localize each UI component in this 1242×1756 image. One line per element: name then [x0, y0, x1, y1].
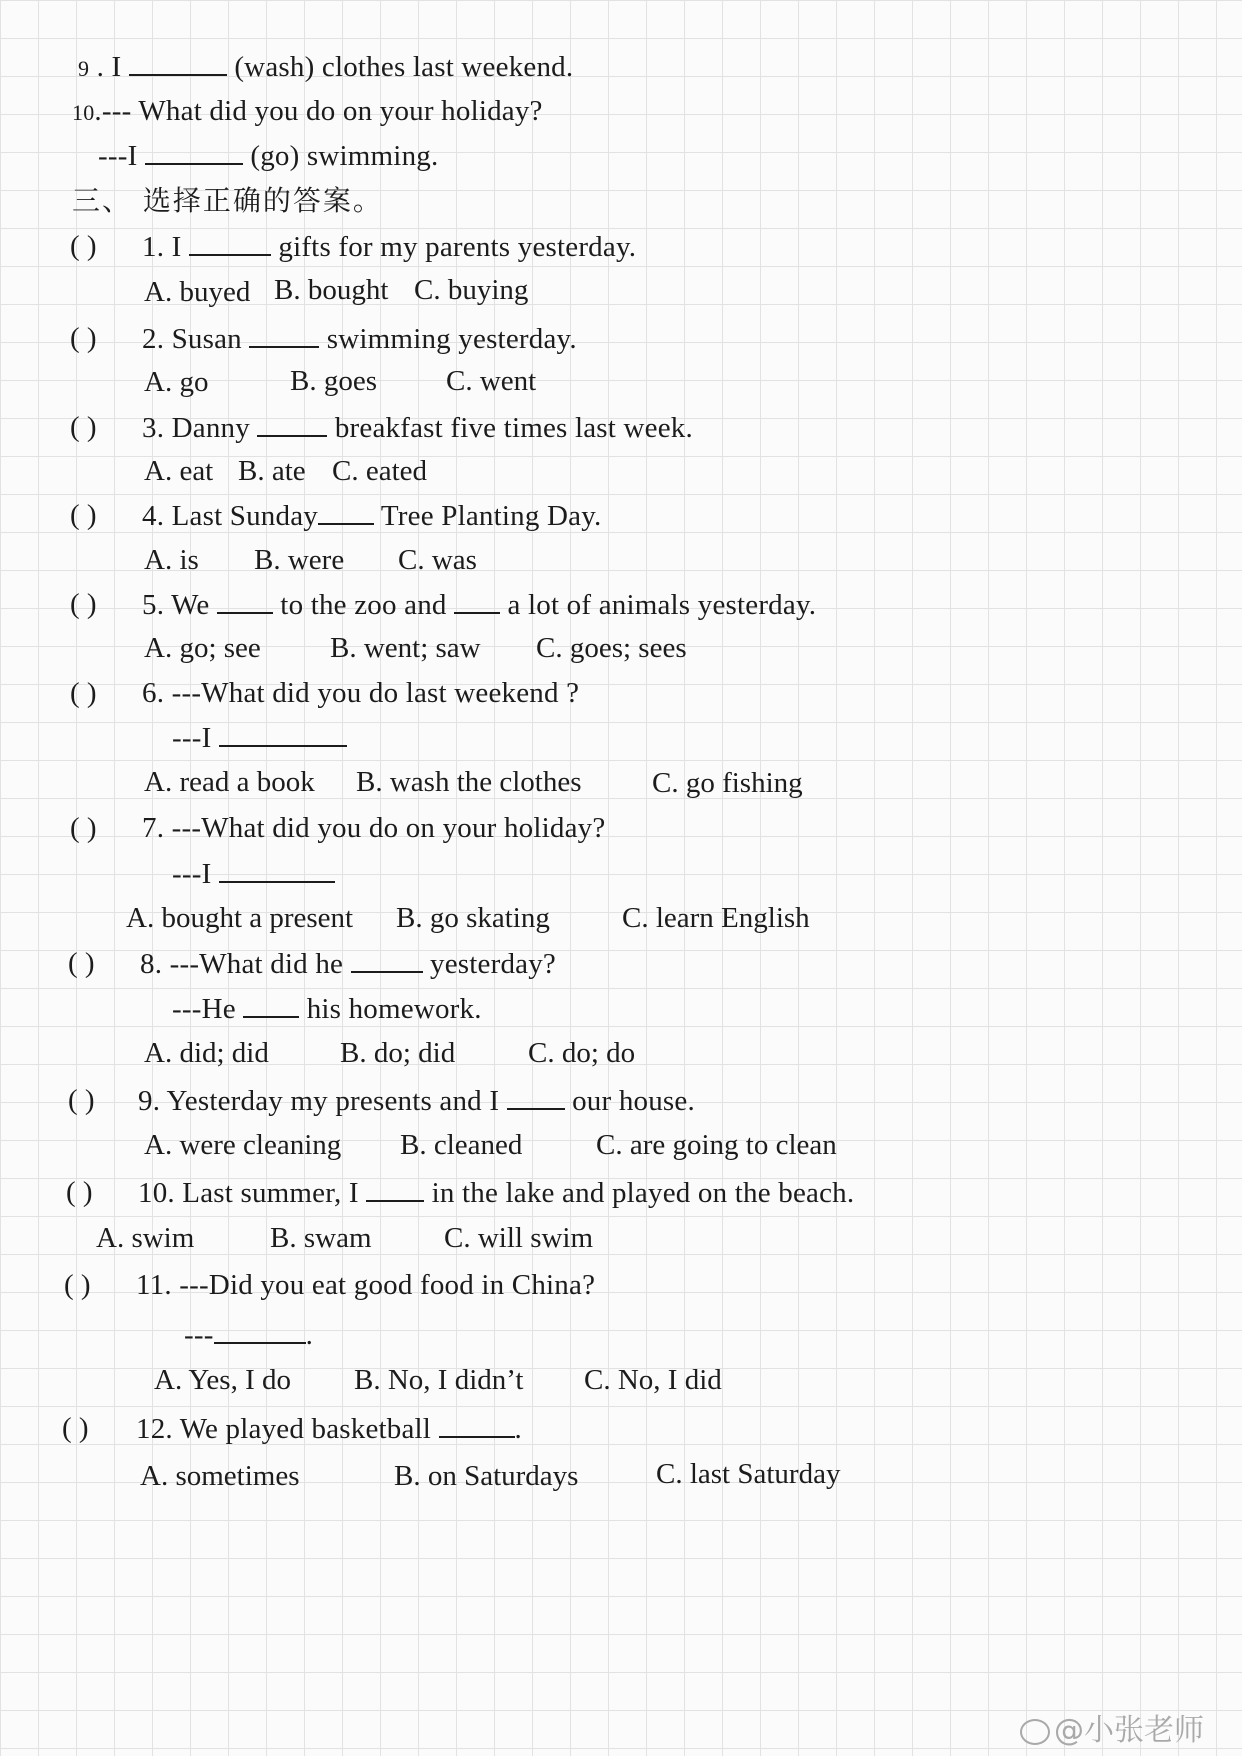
- question-3: 3. Danny breakfast five times last week.: [142, 409, 693, 446]
- answer-blank: [454, 586, 500, 614]
- answer-paren[interactable]: ( ): [68, 1084, 95, 1116]
- question-9: 9. Yesterday my presents and I our house.: [138, 1082, 695, 1119]
- answer-blank: [217, 586, 273, 614]
- option-c[interactable]: C. No, I did: [584, 1364, 722, 1396]
- option-c[interactable]: C. go fishing: [652, 767, 803, 799]
- answer-blank: [507, 1082, 565, 1110]
- answer-blank: [189, 228, 271, 256]
- option-b[interactable]: B. bought: [274, 274, 389, 306]
- answer-blank: [366, 1174, 424, 1202]
- answer-blank: [439, 1410, 515, 1438]
- option-a[interactable]: A. eat: [144, 455, 214, 487]
- question-1: 1. I gifts for my parents yesterday.: [142, 228, 636, 265]
- answer-paren[interactable]: ( ): [70, 499, 97, 531]
- answer-blank: [249, 320, 319, 348]
- option-b[interactable]: B. ate: [238, 455, 306, 487]
- option-a[interactable]: A. swim: [96, 1222, 195, 1254]
- answer-paren[interactable]: ( ): [66, 1176, 93, 1208]
- item-number: 10: [72, 100, 95, 125]
- fill-in-10: 10.--- What did you do on your holiday?: [72, 95, 543, 127]
- option-b[interactable]: B. go skating: [396, 902, 550, 934]
- option-a[interactable]: A. Yes, I do: [154, 1364, 291, 1396]
- option-a[interactable]: A. buyed: [144, 276, 251, 308]
- answer-paren[interactable]: ( ): [70, 812, 97, 844]
- answer-paren[interactable]: ( ): [62, 1412, 89, 1444]
- option-c[interactable]: C. went: [446, 365, 537, 397]
- answer-line-11: --- .: [184, 1316, 313, 1353]
- option-b[interactable]: B. were: [254, 544, 345, 576]
- option-a[interactable]: A. sometimes: [140, 1460, 300, 1492]
- option-a[interactable]: A. bought a present: [126, 902, 354, 934]
- option-c[interactable]: C. last Saturday: [656, 1458, 841, 1490]
- option-a[interactable]: A. read a book: [144, 766, 315, 798]
- option-c[interactable]: C. buying: [414, 274, 529, 306]
- option-b[interactable]: B. on Saturdays: [394, 1460, 579, 1492]
- option-a[interactable]: A. did; did: [144, 1037, 269, 1069]
- answer-paren[interactable]: ( ): [70, 677, 97, 709]
- option-b[interactable]: B. No, I didn’t: [354, 1364, 524, 1396]
- question-8: 8. ---What did he yesterday?: [140, 945, 556, 982]
- option-c[interactable]: C. learn English: [622, 902, 810, 934]
- answer-blank: [219, 719, 347, 747]
- answer-paren[interactable]: ( ): [70, 322, 97, 354]
- fill-in-10-answer: ---I (go) swimming.: [98, 137, 438, 174]
- option-c[interactable]: C. are going to clean: [596, 1129, 837, 1161]
- question-4: 4. Last Sunday Tree Planting Day.: [142, 497, 601, 534]
- answer-paren[interactable]: ( ): [70, 230, 97, 262]
- answer-paren[interactable]: ( ): [68, 947, 95, 979]
- answer-line-7: ---I: [172, 855, 335, 892]
- option-a[interactable]: A. go; see: [144, 632, 261, 664]
- question-2: 2. Susan swimming yesterday.: [142, 320, 577, 357]
- answer-line-8: ---He his homework.: [172, 990, 482, 1027]
- item-number: 9: [78, 56, 90, 81]
- answer-blank: [214, 1316, 306, 1344]
- answer-paren[interactable]: ( ): [64, 1269, 91, 1301]
- answer-blank: [257, 409, 327, 437]
- answer-blank: [219, 855, 335, 883]
- question-11: 11. ---Did you eat good food in China?: [136, 1269, 596, 1301]
- question-5: 5. We to the zoo and a lot of animals yesterday.: [142, 586, 816, 623]
- section-heading: 三、 选择正确的答案。: [72, 184, 383, 217]
- option-c[interactable]: C. will swim: [444, 1222, 594, 1254]
- question-10: 10. Last summer, I in the lake and played on the beach.: [138, 1174, 854, 1211]
- answer-paren[interactable]: ( ): [70, 411, 97, 443]
- option-b[interactable]: B. goes: [290, 365, 377, 397]
- answer-blank: [318, 497, 374, 525]
- option-b[interactable]: B. went; saw: [330, 632, 481, 664]
- option-c[interactable]: C. was: [398, 544, 477, 576]
- paw-icon: [1020, 1719, 1050, 1745]
- question-12: 12. We played basketball .: [136, 1410, 522, 1447]
- option-b[interactable]: B. do; did: [340, 1037, 456, 1069]
- question-6: 6. ---What did you do last weekend ?: [142, 677, 580, 709]
- option-a[interactable]: A. is: [144, 544, 199, 576]
- option-b[interactable]: B. wash the clothes: [356, 766, 582, 798]
- question-7: 7. ---What did you do on your holiday?: [142, 812, 606, 844]
- answer-blank[interactable]: [145, 137, 243, 165]
- answer-blank: [243, 990, 299, 1018]
- answer-paren[interactable]: ( ): [70, 588, 97, 620]
- option-a[interactable]: A. go: [144, 366, 209, 398]
- answer-blank: [351, 945, 423, 973]
- answer-blank[interactable]: [129, 48, 227, 76]
- option-b[interactable]: B. cleaned: [400, 1129, 523, 1161]
- option-b[interactable]: B. swam: [270, 1222, 372, 1254]
- fill-in-9: 9 . I (wash) clothes last weekend.: [78, 48, 573, 87]
- option-c[interactable]: C. goes; sees: [536, 632, 687, 664]
- option-a[interactable]: A. were cleaning: [144, 1129, 342, 1161]
- option-c[interactable]: C. eated: [332, 455, 428, 487]
- option-c[interactable]: C. do; do: [528, 1037, 636, 1069]
- watermark: @小张老师: [1020, 1705, 1204, 1749]
- answer-line-6: ---I: [172, 719, 347, 756]
